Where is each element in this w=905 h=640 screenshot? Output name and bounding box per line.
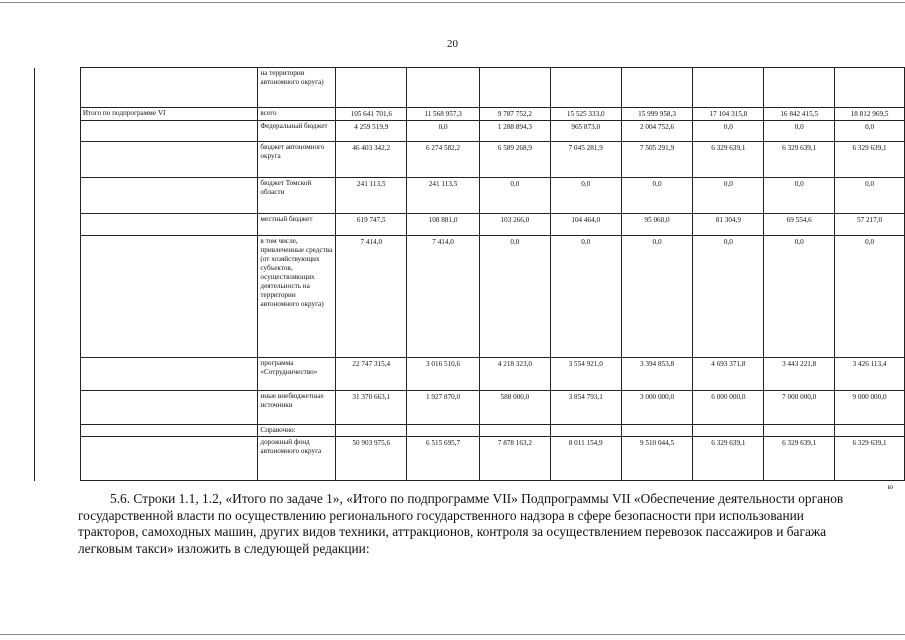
table-cell-value: 2 004 752,6 <box>621 121 693 142</box>
table-cell-value: 7 505 291,9 <box>621 142 693 178</box>
table-cell-value: 69 554,6 <box>764 214 835 236</box>
table-cell-value: 7 045 281,9 <box>550 142 621 178</box>
table-cell-spacer <box>35 236 81 358</box>
table-cell-value: 6 329 639,1 <box>835 142 905 178</box>
table-cell-value: 0,0 <box>764 236 835 358</box>
table-cell-value: 7 414,0 <box>336 236 407 358</box>
table-cell-value: 241 113,5 <box>407 178 480 214</box>
table-cell-value: 50 903 975,6 <box>336 437 407 481</box>
table-cell-value <box>835 68 905 108</box>
table-cell-value: 17 104 315,8 <box>693 108 764 121</box>
table-cell-value: 0,0 <box>764 178 835 214</box>
table-cell-value: 6 000 000,0 <box>693 391 764 425</box>
table-cell-value: 0,0 <box>693 121 764 142</box>
table-cell-spacer <box>35 358 81 391</box>
table-cell-value: 7 878 163,2 <box>479 437 550 481</box>
table-cell-value: 6 329 639,1 <box>764 142 835 178</box>
table-cell-value: 15 525 333,0 <box>550 108 621 121</box>
table-cell-group <box>80 142 258 178</box>
table-cell-group <box>80 437 258 481</box>
table-row <box>35 214 905 236</box>
table-cell-value: 0,0 <box>835 236 905 358</box>
table-cell-value: 6 515 695,7 <box>407 437 480 481</box>
table-cell-value <box>550 425 621 437</box>
table-cell-value <box>693 68 764 108</box>
table-cell-value: 0,0 <box>693 236 764 358</box>
table-cell-value: 6 589 268,9 <box>479 142 550 178</box>
page-number: 20 <box>447 38 458 50</box>
table-cell-label: на территории автономного округа) <box>258 68 336 108</box>
table-cell-value <box>621 425 693 437</box>
table-cell-value <box>835 425 905 437</box>
table-cell-value: 0,0 <box>550 178 621 214</box>
table-row <box>35 121 905 142</box>
table-cell-value: 103 266,0 <box>479 214 550 236</box>
paragraph-line: государственной власти по осуществлению регионального государственного надзора в сфере безопасности при использовании <box>78 507 804 523</box>
table-cell-value: 3 554 921,0 <box>550 358 621 391</box>
table-cell-value: 16 842 415,5 <box>764 108 835 121</box>
table-cell-value: 9 787 752,2 <box>479 108 550 121</box>
table-cell-value: 57 217,0 <box>835 214 905 236</box>
table-cell-group: Итого по подпрограмме VI <box>80 108 258 121</box>
table-cell-value: 105 641 701,6 <box>336 108 407 121</box>
table-cell-value: 0,0 <box>479 178 550 214</box>
table-cell-value: 6 274 582,2 <box>407 142 480 178</box>
table-cell-value <box>336 425 407 437</box>
table-cell-value <box>407 68 480 108</box>
table-row <box>35 178 905 214</box>
table-cell-value: 7 000 000,0 <box>764 391 835 425</box>
table-cell-value <box>550 68 621 108</box>
table-row <box>35 68 905 108</box>
table-cell-value: 6 329 639,1 <box>693 437 764 481</box>
table-cell-value <box>479 425 550 437</box>
table-cell-value: 3 394 853,8 <box>621 358 693 391</box>
table-cell-spacer <box>35 178 81 214</box>
table-cell-value <box>407 425 480 437</box>
table-cell-label: местный бюджет <box>258 214 336 236</box>
paragraph-line: легковым такси» изложить в следующей редакции: <box>78 540 370 556</box>
table-cell-value: 965 873,0 <box>550 121 621 142</box>
table-cell-value: 18 812 969,5 <box>835 108 905 121</box>
table-cell-value: 7 414,0 <box>407 236 480 358</box>
table-cell-value: 0,0 <box>764 121 835 142</box>
table-cell-value: 3 426 113,4 <box>835 358 905 391</box>
table-cell-value <box>764 68 835 108</box>
budget-table-body <box>35 68 905 481</box>
table-cell-value: 1 288 894,3 <box>479 121 550 142</box>
table-cell-group <box>80 178 258 214</box>
amendment-paragraph <box>78 491 898 557</box>
table-cell-value <box>693 425 764 437</box>
table-cell-value: 11 568 957,3 <box>407 108 480 121</box>
table-cell-group <box>80 236 258 358</box>
table-cell-value: 3 443 221,8 <box>764 358 835 391</box>
table-cell-label: Справочно: <box>258 425 336 437</box>
table-cell-label: всего <box>258 108 336 121</box>
table-cell-spacer <box>35 108 81 121</box>
table-cell-value: 241 113,5 <box>336 178 407 214</box>
table-cell-value: 6 329 639,1 <box>764 437 835 481</box>
table-cell-value: 81 304,9 <box>693 214 764 236</box>
table-cell-label: в том числе, привлеченные средства (от хозяйствующих субъектов, осуществляющих деятельность на территории автономного округа) <box>258 236 336 358</box>
paragraph-line: 5.6. Строки 1.1, 1.2, «Итого по задаче 1», «Итого по подпрограмме VII» Подпрограммы VII «Обеспечение деятельности органов <box>110 491 844 506</box>
table-cell-value: 9 510 044,5 <box>621 437 693 481</box>
table-cell-value: 95 060,0 <box>621 214 693 236</box>
table-cell-label: дорожный фонд автономного округа <box>258 437 336 481</box>
table-cell-value: 108 881,0 <box>407 214 480 236</box>
table-cell-group <box>80 391 258 425</box>
table-row <box>35 236 905 358</box>
table-cell-label: Федеральный бюджет <box>258 121 336 142</box>
table-cell-value: 3 000 000,0 <box>621 391 693 425</box>
table-cell-label: иные внебюджетные источники <box>258 391 336 425</box>
table-cell-value: 4 218 323,0 <box>479 358 550 391</box>
table-cell-value: 9 000 000,0 <box>835 391 905 425</box>
table-cell-value <box>621 68 693 108</box>
scan-bottom-edge <box>0 634 905 635</box>
table-cell-value: 15 999 958,3 <box>621 108 693 121</box>
table-cell-value: 0,0 <box>835 178 905 214</box>
table-cell-value: 3 016 510,6 <box>407 358 480 391</box>
table-cell-value: 6 329 639,1 <box>835 437 905 481</box>
table-cell-value <box>479 68 550 108</box>
table-cell-label: программа «Сотрудничество» <box>258 358 336 391</box>
table-cell-value: 6 329 639,1 <box>693 142 764 178</box>
table-cell-spacer <box>35 425 81 437</box>
table-cell-value <box>336 68 407 108</box>
table-cell-spacer <box>35 142 81 178</box>
corner-mark: ю <box>887 483 893 491</box>
table-cell-spacer <box>35 68 81 108</box>
table-cell-value: 8 011 154,9 <box>550 437 621 481</box>
table-row <box>35 358 905 391</box>
table-cell-value: 4 259 519,9 <box>336 121 407 142</box>
table-cell-label: бюджет автономного округа <box>258 142 336 178</box>
table-cell-label: бюджет Томской области <box>258 178 336 214</box>
budget-table <box>34 67 905 481</box>
table-cell-group <box>80 425 258 437</box>
table-cell-value: 0,0 <box>835 121 905 142</box>
table-row <box>35 142 905 178</box>
table-row <box>35 108 905 121</box>
table-cell-value: 31 370 663,1 <box>336 391 407 425</box>
table-cell-group <box>80 68 258 108</box>
table-cell-value: 0,0 <box>479 236 550 358</box>
table-cell-value: 104 464,0 <box>550 214 621 236</box>
table-cell-value: 0,0 <box>621 178 693 214</box>
table-cell-value: 0,0 <box>621 236 693 358</box>
table-cell-value: 0,0 <box>407 121 480 142</box>
table-cell-value: 1 927 870,0 <box>407 391 480 425</box>
table-cell-group <box>80 358 258 391</box>
table-cell-value: 0,0 <box>550 236 621 358</box>
table-cell-spacer <box>35 121 81 142</box>
table-cell-spacer <box>35 437 81 481</box>
table-cell-spacer <box>35 214 81 236</box>
table-cell-group <box>80 214 258 236</box>
table-cell-value: 0,0 <box>693 178 764 214</box>
table-cell-group <box>80 121 258 142</box>
table-cell-value <box>764 425 835 437</box>
table-cell-value: 4 693 371,8 <box>693 358 764 391</box>
table-row <box>35 391 905 425</box>
table-row <box>35 425 905 437</box>
table-cell-value: 46 403 342,2 <box>336 142 407 178</box>
table-cell-value: 3 854 793,1 <box>550 391 621 425</box>
table-cell-value: 588 000,0 <box>479 391 550 425</box>
table-row <box>35 437 905 481</box>
table-cell-value: 619 747,5 <box>336 214 407 236</box>
table-cell-spacer <box>35 391 81 425</box>
scan-top-edge <box>0 2 905 3</box>
table-cell-value: 22 747 315,4 <box>336 358 407 391</box>
paragraph-line: тракторов, самоходных машин, других видов техники, аттракционов, контроля за осуществлением перевозок пассажиров и багажа <box>78 524 827 539</box>
